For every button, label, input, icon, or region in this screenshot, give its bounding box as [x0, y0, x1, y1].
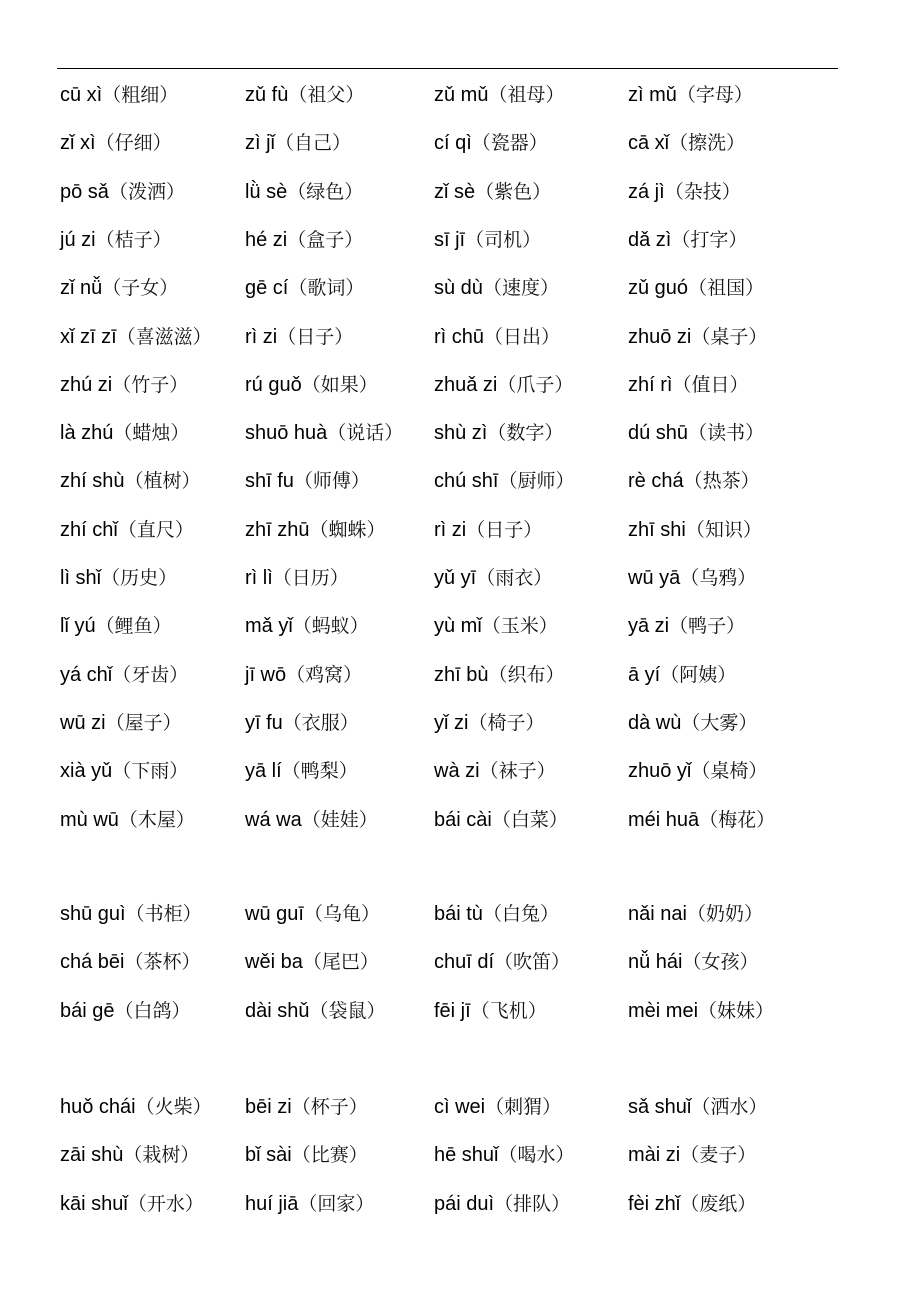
chinese-word: （打字） [671, 228, 748, 251]
pinyin: mǎ yǐ [245, 615, 293, 638]
chinese-word: （牙齿） [112, 663, 189, 686]
vocab-entry [628, 80, 753, 110]
vocab-row [0, 225, 920, 255]
vocab-entry [628, 1140, 756, 1170]
chinese-word: （竹子） [112, 373, 189, 396]
vocab-row [0, 273, 920, 303]
pinyin: zǔ mǔ [434, 84, 489, 106]
vocab-entry [245, 177, 363, 207]
chinese-word: （说话） [327, 422, 404, 445]
vocab-entry [434, 756, 556, 786]
pinyin: wà zi [434, 760, 480, 783]
pinyin: mèi mei [628, 999, 699, 1022]
vocab-entry [60, 805, 195, 835]
vocab-entry [628, 660, 736, 690]
vocab-row [0, 660, 920, 690]
vocab-entry [434, 1189, 570, 1219]
pinyin: yǔ yī [434, 567, 477, 589]
pinyin: rè chá [628, 470, 684, 493]
pinyin: wū guī [245, 903, 304, 925]
pinyin: lǐ yú [60, 615, 96, 638]
pinyin: rú guǒ [245, 373, 302, 396]
chinese-word: （司机） [465, 228, 542, 251]
vocab-entry [434, 370, 573, 400]
chinese-word: （蜡烛） [113, 422, 190, 445]
chinese-word: （直尺） [117, 518, 194, 541]
chinese-word: （祖母） [488, 84, 565, 106]
vocab-entry [434, 225, 541, 255]
vocab-entry [434, 611, 558, 641]
chinese-word: （鸡窝） [286, 663, 363, 686]
pinyin: là zhú [60, 422, 114, 445]
pinyin: zhuō yǐ [628, 760, 692, 783]
pinyin: zǔ guó [628, 277, 689, 300]
chinese-word: （乌鸦） [680, 567, 757, 589]
vocab-row [0, 418, 920, 448]
chinese-word: （子女） [102, 277, 179, 300]
vocab-entry [434, 996, 547, 1026]
pinyin: cì wei [434, 1096, 486, 1118]
vocab-entry [60, 418, 189, 448]
pinyin: rì chū [434, 325, 485, 348]
pinyin: bái cài [434, 808, 492, 831]
pinyin: mù wū [60, 808, 119, 831]
pinyin: zhú zi [60, 373, 113, 396]
vocab-entry [60, 660, 188, 690]
pinyin: wěi ba [245, 951, 303, 974]
chinese-word: （麦子） [680, 1144, 757, 1167]
vocab-entry [628, 947, 759, 977]
chinese-word: （玉米） [481, 615, 558, 638]
pinyin: mài zi [628, 1144, 681, 1167]
chinese-word: （蚂蚁） [292, 615, 369, 638]
pinyin: rì lì [245, 567, 273, 589]
vocab-entry [434, 177, 551, 207]
vocab-entry [60, 563, 177, 593]
vocab-entry [245, 996, 386, 1026]
vocab-row [0, 756, 920, 786]
vocab-entry [434, 128, 548, 158]
pinyin: zá jì [628, 180, 665, 203]
vocab-row [0, 80, 920, 110]
vocab-entry [245, 805, 378, 835]
vocab-row [0, 1092, 920, 1122]
vocab-entry [434, 660, 565, 690]
vocab-entry [628, 611, 745, 641]
vocab-entry [60, 273, 178, 303]
chinese-word: （妹妹） [698, 999, 775, 1022]
chinese-word: （飞机） [470, 999, 547, 1022]
chinese-word: （知识） [685, 518, 762, 541]
chinese-word: （日子） [277, 325, 354, 348]
pinyin: jī wō [245, 663, 287, 686]
vocab-entry [628, 1189, 756, 1219]
pinyin: sī jī [434, 228, 466, 251]
pinyin: méi huā [628, 808, 700, 831]
chinese-word: （女孩） [682, 951, 759, 974]
vocab-entry [628, 899, 763, 929]
pinyin: yá chǐ [60, 663, 113, 686]
vocab-entry [628, 515, 762, 545]
chinese-word: （歌词） [288, 277, 365, 300]
chinese-word: （历史） [101, 567, 178, 589]
vocab-row [0, 947, 920, 977]
vocab-entry [628, 177, 741, 207]
vocab-row [0, 515, 920, 545]
chinese-word: （白菜） [491, 808, 568, 831]
pinyin: wá wa [245, 808, 302, 831]
chinese-word: （袜子） [479, 760, 556, 783]
vocab-entry [245, 1092, 368, 1122]
chinese-word: （值日） [672, 373, 749, 396]
chinese-word: （木屋） [118, 808, 195, 831]
chinese-word: （刺猬） [485, 1096, 562, 1118]
vocab-entry [60, 370, 188, 400]
vocab-entry [245, 418, 403, 448]
vocab-entry [434, 80, 564, 110]
pinyin: zǔ fù [245, 84, 289, 106]
vocab-entry [628, 128, 745, 158]
vocab-entry [60, 708, 182, 738]
pinyin: pō sǎ [60, 180, 109, 203]
chinese-word: （鲤鱼） [95, 615, 172, 638]
pinyin: bái tù [434, 903, 483, 925]
vocab-row [0, 1189, 920, 1219]
pinyin: sù dù [434, 277, 483, 300]
pinyin: yī fu [245, 711, 283, 734]
pinyin: shū guì [60, 903, 126, 925]
pinyin: zhuō zi [628, 325, 692, 348]
chinese-word: （读书） [688, 422, 765, 445]
vocab-row [0, 996, 920, 1026]
pinyin: zhī bù [434, 663, 489, 686]
vocab-entry [245, 466, 370, 496]
chinese-word: （白兔） [482, 903, 559, 925]
chinese-word: （泼洒） [108, 180, 185, 203]
pinyin: bēi zi [245, 1096, 292, 1118]
chinese-word: （字母） [676, 84, 753, 106]
vocab-entry [245, 128, 351, 158]
pinyin: lì shǐ [60, 567, 102, 589]
chinese-word: （洒水） [691, 1096, 768, 1118]
chinese-word: （师傅） [293, 470, 370, 493]
pinyin: rì zi [245, 325, 278, 348]
vocab-entry [245, 611, 369, 641]
chinese-word: （杯子） [291, 1096, 368, 1118]
pinyin: zǐ sè [434, 180, 476, 203]
chinese-word: （吹笛） [494, 951, 571, 974]
chinese-word: （如果） [301, 373, 378, 396]
chinese-word: （蜘蛛） [309, 518, 386, 541]
vocab-entry [60, 899, 202, 929]
vocab-entry [628, 996, 774, 1026]
vocab-entry [60, 1140, 199, 1170]
vocab-entry [434, 466, 575, 496]
chinese-word: （喜滋滋） [116, 325, 212, 348]
chinese-word: （日子） [466, 518, 543, 541]
pinyin: gē cí [245, 277, 289, 300]
chinese-word: （瓷器） [471, 132, 548, 155]
chinese-word: （速度） [482, 277, 559, 300]
chinese-word: （桌椅） [691, 760, 768, 783]
pinyin: pái duì [434, 1192, 495, 1215]
pinyin: sǎ shuǐ [628, 1096, 692, 1118]
vocab-entry [628, 225, 747, 255]
pinyin: jú zi [60, 228, 96, 251]
pinyin: huí jiā [245, 1192, 299, 1215]
chinese-word: （爪子） [497, 373, 574, 396]
vocab-entry [628, 418, 764, 448]
vocab-entry [628, 322, 767, 352]
pinyin: yā lí [245, 760, 282, 783]
pinyin: dǎ zì [628, 228, 672, 251]
vocab-entry [245, 515, 386, 545]
vocab-row [0, 563, 920, 593]
pinyin: zhī shi [628, 518, 686, 541]
chinese-word: （下雨） [112, 760, 189, 783]
vocab-row [0, 128, 920, 158]
vocab-row [0, 611, 920, 641]
chinese-word: （娃娃） [301, 808, 378, 831]
pinyin: zǐ xì [60, 132, 96, 155]
pinyin: xǐ zī zī [60, 325, 117, 348]
vocab-entry [60, 756, 188, 786]
vocab-entry [245, 370, 378, 400]
pinyin: zì jǐ [245, 132, 275, 155]
pinyin: zhí shù [60, 470, 125, 493]
pinyin: chá bēi [60, 951, 125, 974]
vocab-entry [628, 370, 748, 400]
pinyin: lǜ sè [245, 180, 288, 203]
pinyin: zhuǎ zi [434, 373, 498, 396]
pinyin: xià yǔ [60, 760, 113, 783]
vocab-entry [628, 1092, 767, 1122]
pinyin: cā xǐ [628, 132, 670, 155]
vocab-entry [60, 515, 194, 545]
chinese-word: （绿色） [287, 180, 364, 203]
chinese-word: （火柴） [135, 1096, 212, 1118]
vocab-entry [60, 80, 178, 110]
vocab-entry [434, 1092, 561, 1122]
vocab-entry [60, 947, 201, 977]
vocab-row [0, 1140, 920, 1170]
pinyin: wū yā [628, 567, 681, 589]
vocab-entry [245, 80, 364, 110]
pinyin: rì zi [434, 518, 467, 541]
chinese-word: （回家） [298, 1192, 375, 1215]
chinese-word: （阿姨） [660, 663, 737, 686]
vocab-entry [245, 708, 359, 738]
chinese-word: （废纸） [680, 1192, 757, 1215]
vocab-row [0, 466, 920, 496]
vocab-entry [245, 322, 353, 352]
chinese-word: （擦洗） [669, 132, 746, 155]
chinese-word: （尾巴） [302, 951, 379, 974]
chinese-word: （日出） [484, 325, 561, 348]
vocab-entry [60, 322, 212, 352]
pinyin: fēi jī [434, 999, 471, 1022]
pinyin: nǎi nai [628, 903, 687, 925]
vocab-entry [60, 611, 172, 641]
chinese-word: （袋鼠） [309, 999, 386, 1022]
pinyin: dà wù [628, 711, 682, 734]
chinese-word: （紫色） [475, 180, 552, 203]
pinyin: zhí chǐ [60, 518, 118, 541]
vocab-entry [60, 225, 172, 255]
vocab-entry [245, 225, 363, 255]
pinyin: chuī dí [434, 951, 495, 974]
pinyin: ā yí [628, 663, 661, 686]
chinese-word: （栽树） [123, 1144, 200, 1167]
chinese-word: （数字） [487, 422, 564, 445]
chinese-word: （乌龟） [303, 903, 380, 925]
chinese-word: （盒子） [287, 228, 364, 251]
chinese-word: （椅子） [468, 711, 545, 734]
vocab-entry [628, 466, 760, 496]
top-rule [57, 68, 838, 69]
vocab-entry [434, 1140, 575, 1170]
vocab-row [0, 322, 920, 352]
pinyin: dài shǔ [245, 999, 310, 1022]
pinyin: cí qì [434, 132, 472, 155]
chinese-word: （书柜） [125, 903, 202, 925]
pinyin: nǚ hái [628, 951, 683, 974]
chinese-word: （杂技） [664, 180, 741, 203]
chinese-word: （大雾） [681, 711, 758, 734]
pinyin: yǐ zi [434, 711, 469, 734]
vocab-entry [60, 996, 191, 1026]
chinese-word: （粗细） [102, 84, 179, 106]
vocab-entry [245, 1189, 374, 1219]
vocab-entry [60, 1092, 212, 1122]
vocab-entry [434, 708, 544, 738]
pinyin: chú shī [434, 470, 499, 493]
vocab-entry [245, 756, 358, 786]
pinyin: shuō huà [245, 422, 328, 445]
pinyin: zāi shù [60, 1144, 124, 1167]
pinyin: zhí rì [628, 373, 673, 396]
chinese-word: （鸭梨） [281, 760, 358, 783]
pinyin: hē shuǐ [434, 1144, 499, 1167]
pinyin: zhī zhū [245, 518, 310, 541]
vocab-row [0, 177, 920, 207]
vocab-entry [60, 466, 201, 496]
vocab-entry [434, 947, 570, 977]
vocab-row [0, 899, 920, 929]
chinese-word: （祖父） [288, 84, 365, 106]
chinese-word: （喝水） [498, 1144, 575, 1167]
vocab-row [0, 370, 920, 400]
chinese-word: （比赛） [291, 1144, 368, 1167]
chinese-word: （自己） [275, 132, 352, 155]
chinese-word: （日历） [272, 567, 349, 589]
pinyin: zǐ nǚ [60, 277, 103, 300]
vocab-entry [628, 563, 756, 593]
chinese-word: （鸭子） [669, 615, 746, 638]
pinyin: bái gē [60, 999, 115, 1022]
chinese-word: （桌子） [691, 325, 768, 348]
vocab-entry [434, 899, 559, 929]
vocab-entry [245, 273, 364, 303]
chinese-word: （桔子） [95, 228, 172, 251]
pinyin: shù zì [434, 422, 488, 445]
chinese-word: （开水） [127, 1192, 204, 1215]
chinese-word: （衣服） [282, 711, 359, 734]
vocab-entry [628, 805, 775, 835]
pinyin: huǒ chái [60, 1096, 136, 1118]
pinyin: bǐ sài [245, 1144, 292, 1167]
chinese-word: （梅花） [699, 808, 776, 831]
pinyin: kāi shuǐ [60, 1192, 128, 1215]
chinese-word: （植树） [124, 470, 201, 493]
pinyin: wū zi [60, 711, 106, 734]
pinyin: shī fu [245, 470, 294, 493]
vocab-entry [434, 515, 542, 545]
vocab-entry [628, 756, 767, 786]
pinyin: zì mǔ [628, 84, 677, 106]
pinyin: fèi zhǐ [628, 1192, 681, 1215]
vocab-entry [434, 418, 563, 448]
vocab-entry [434, 563, 552, 593]
vocab-entry [60, 1189, 204, 1219]
vocab-entry [245, 660, 362, 690]
chinese-word: （仔细） [95, 132, 172, 155]
vocab-entry [628, 708, 757, 738]
vocab-entry [60, 128, 172, 158]
pinyin: yā zi [628, 615, 670, 638]
vocab-row [0, 805, 920, 835]
pinyin: cū xì [60, 84, 103, 106]
vocab-entry [245, 563, 349, 593]
vocab-entry [245, 947, 379, 977]
chinese-word: （白鸽） [114, 999, 191, 1022]
chinese-word: （茶杯） [124, 951, 201, 974]
vocab-entry [434, 805, 568, 835]
chinese-word: （排队） [494, 1192, 571, 1215]
vocab-entry [245, 1140, 368, 1170]
chinese-word: （雨衣） [476, 567, 553, 589]
vocab-row [0, 708, 920, 738]
vocab-entry [434, 322, 560, 352]
chinese-word: （热茶） [683, 470, 760, 493]
chinese-word: （厨师） [498, 470, 575, 493]
chinese-word: （织布） [488, 663, 565, 686]
vocab-entry [245, 899, 380, 929]
pinyin: dú shū [628, 422, 689, 445]
vocab-entry [60, 177, 185, 207]
pinyin: hé zi [245, 228, 288, 251]
chinese-word: （祖国） [688, 277, 765, 300]
pinyin: yù mǐ [434, 615, 482, 638]
chinese-word: （奶奶） [686, 903, 763, 925]
vocab-entry [628, 273, 764, 303]
vocab-entry [434, 273, 559, 303]
chinese-word: （屋子） [105, 711, 182, 734]
